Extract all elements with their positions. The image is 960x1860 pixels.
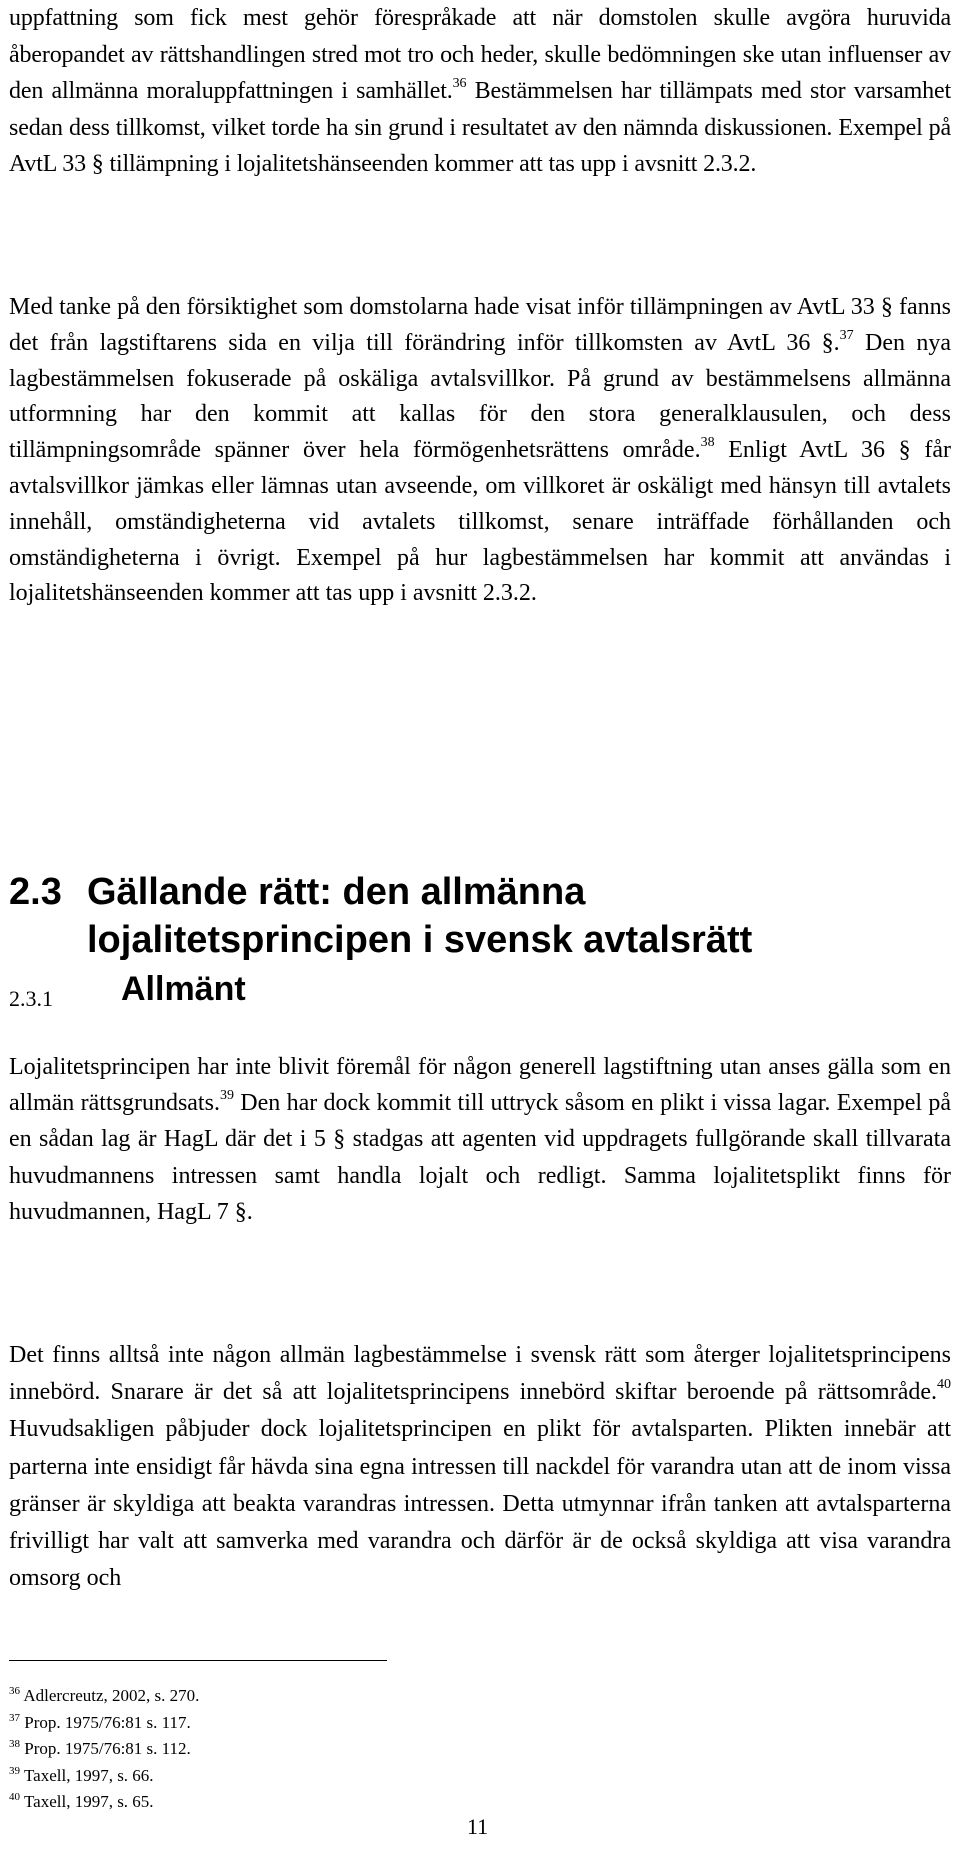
page-number: 11: [467, 1814, 489, 1839]
footnote-separator: [9, 1660, 387, 1661]
footnote-ref-40: 40: [937, 1377, 951, 1393]
section-title: [87, 868, 947, 964]
paragraph-2-text-b: Den nya lagbestämmelsen fokuserade på oskäliga avtalsvillkor. På grund av bestämmelsens allmänna utformning har den kommit att kallas för den stora generalklausulen, och dess tillämpningsområde spänner över hela förmögenhetsrättens område.: [9, 329, 952, 464]
footnote-item: [9, 1789, 709, 1816]
paragraph-2: [9, 290, 951, 612]
footnote-ref-39: 39: [219, 1088, 234, 1104]
paragraph-3-text-a: Lojalitetsprincipen har inte blivit föremål för någon generell lagstiftning utan anses gälla som en allmän rättsgrundsats.: [9, 1054, 951, 1117]
paragraph-1-text-b: Bestämmelsen har tillämpats med stor varsamhet sedan dess tillkomst, vilket torde ha sin grund i resultatet av den nämnda diskussionen. Exempel på AvtL 33 § tillämpning i lojalitetshänseenden kommer att tas upp i avsnitt 2.3.2.: [9, 78, 951, 177]
footnote-number: 39: [9, 1764, 20, 1777]
footnote-number: 37: [9, 1711, 20, 1724]
section-title-line-1: Gällande rätt: den allmänna: [87, 871, 586, 913]
paragraph-1-text-a: uppfattning som fick mest gehör förespråkade att när domstolen skulle avgöra huruvida åberopandet av rättshandlingen stred mot tro och heder, skulle bedömningen ske utan influenser av den allmänna moraluppfattningen i samhället.: [9, 5, 951, 104]
footnote-text: Adlercreutz, 2002, s. 270.: [23, 1686, 200, 1705]
footnote-text: Taxell, 1997, s. 65.: [23, 1792, 154, 1811]
paragraph-2-text-c: Enligt AvtL 36 § får avtalsvillkor jämkas eller lämnas utan avseende, om villkoret är oskäligt med hänsyn till avtalets innehåll, omständigheterna vid avtalets tillkomst, senare inträffade förhållanden och omständigheterna i övrigt. Exempel på hur lagbestämmelsen har kommit att användas i lojalitetshänseenden kommer att tas upp i avsnitt 2.3.2.: [9, 437, 951, 607]
paragraph-4-text-a: Det finns alltså inte någon allmän lagbestämmelse i svensk rätt som återger lojalitetsprincipens innebörd. Snarare är det så att lojalitetsprincipens innebörd skiftar beroende på rättsområde.: [9, 1342, 951, 1406]
paragraph-4: [9, 1337, 951, 1597]
paragraph-2-text-a: Med tanke på den försiktighet som domstolarna hade visat inför tillämpningen av AvtL 33 § fanns det från lagstiftarens sida en vilja till förändring inför tillkomsten av AvtL 36 §.: [9, 294, 951, 356]
subsection-title: Allmänt: [121, 970, 246, 1008]
footnote-item: [9, 1683, 709, 1710]
footnote-text: Prop. 1975/76:81 s. 117.: [24, 1712, 191, 1732]
footnote-number: 40: [9, 1791, 20, 1803]
footnote-text: Prop. 1975/76:81 s. 112.: [24, 1739, 191, 1758]
footnote-number: 36: [9, 1685, 20, 1697]
footnote-number: 38: [9, 1738, 20, 1750]
paragraph-1: [9, 0, 951, 183]
section-number: 2.3: [9, 871, 62, 913]
footnote-ref-36: 36: [452, 76, 467, 91]
subsection-number: 2.3.1: [9, 986, 53, 1011]
footnote-text: Taxell, 1997, s. 66.: [23, 1765, 154, 1785]
footnote-ref-38: 38: [700, 435, 715, 451]
subsection-heading-2-3-1: [9, 970, 609, 1018]
footnote-item: [9, 1710, 709, 1737]
paragraph-3: [9, 1049, 951, 1230]
paragraph-4-text-b: Huvudsakligen påbjuder dock lojalitetsprincipen en plikt för avtalsparten. Plikten innebär att parterna inte ensidigt får hävda sina egna intressen till nackdel för varandra utan att de inom vissa gränser är skyldiga att beakta varandras intressen. Detta utmynnar ifrån tanken att avtalsparterna frivilligt har valt att samverka med varandra och därför är de också skyldiga att visa varandra omsorg och: [9, 1416, 951, 1592]
paragraph-3-text-b: Den har dock kommit till uttryck såsom en plikt i vissa lagar. Exempel på en sådan lag är HagL där det i 5 § stadgas att agenten vid uppdragets fullgörande skall tillvarata huvudmannens intressen samt handla lojalt och redligt. Samma lojalitetsplikt finns för huvudmannen, HagL 7 §.: [9, 1090, 951, 1225]
footnote-list: [9, 1683, 709, 1816]
footnote-ref-37: 37: [839, 327, 854, 343]
footnote-item: [9, 1763, 709, 1790]
section-title-line-2: lojalitetsprincipen i svensk avtalsrätt: [87, 919, 753, 961]
footnote-item: [9, 1736, 709, 1763]
